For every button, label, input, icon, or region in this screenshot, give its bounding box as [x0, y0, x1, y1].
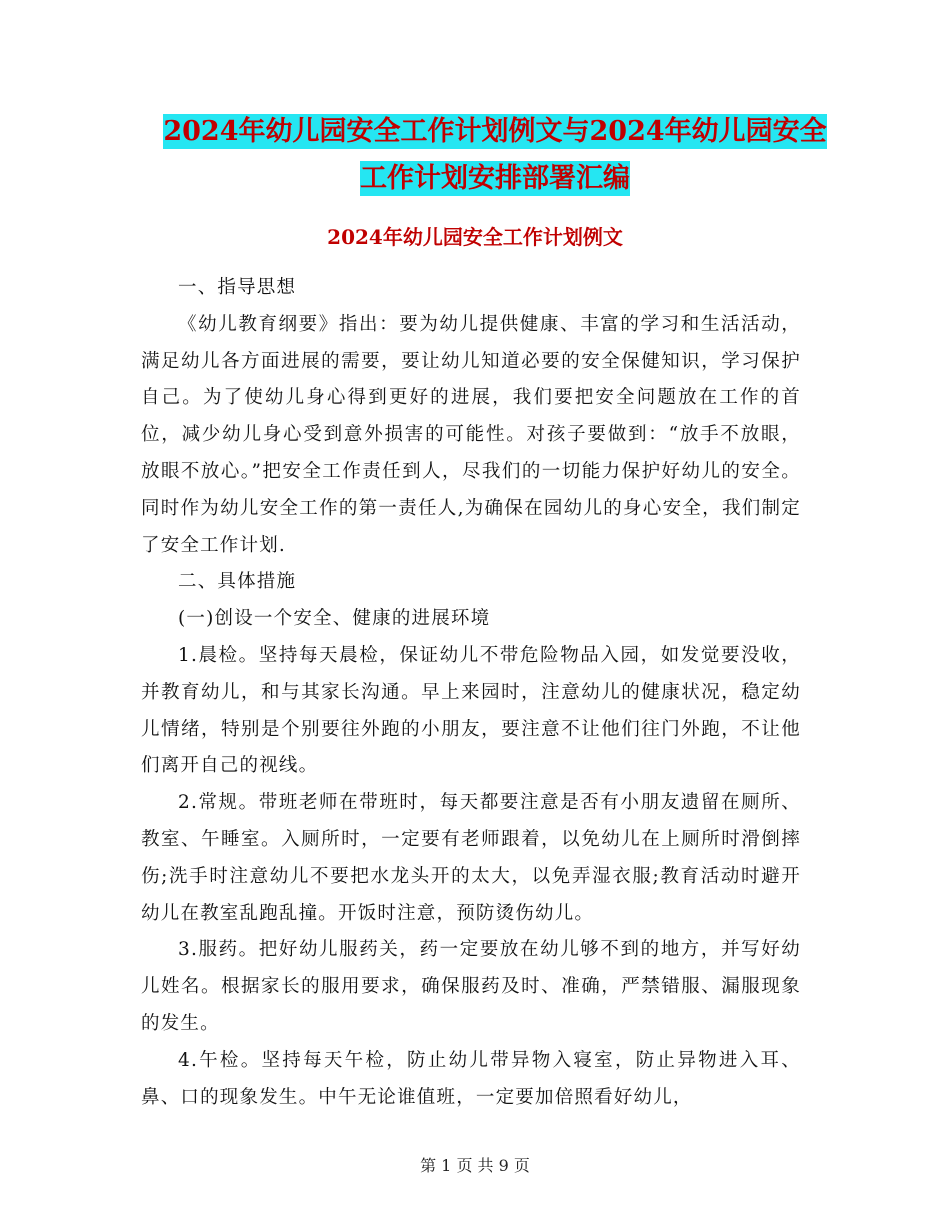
page-footer: 第 1 页 共 9 页 — [420, 1156, 530, 1175]
heading-guiding-ideology: 一、指导思想 — [178, 277, 297, 298]
document-body — [141, 270, 801, 1116]
paragraph-medication: 3.服药。把好幼儿服药关，药一定要放在幼儿够不到的地方，并写好幼儿姓名。根据家长的服用要求，确保服药及时、准确，严禁错服、漏服现象的发生。 — [141, 939, 801, 1034]
section-title: 2024年幼儿园安全工作计划例文 — [327, 225, 623, 249]
subheading-safe-environment: (一)创设一个安全、健康的进展环境 — [178, 608, 491, 630]
paragraph-noon-check: 4.午检。坚持每天午检，防止幼儿带异物入寝室，防止异物进入耳、鼻、口的现象发生。中午无论谁值班，一定要加倍照看好幼儿， — [141, 1049, 801, 1108]
paragraph-routine: 2.常规。带班老师在带班时，每天都要注意是否有小朋友遗留在厕所、教室、午睡室。入厕所时，一定要有老师跟着，以免幼儿在上厕所时滑倒摔伤;洗手时注意幼儿不要把水龙头开的太大，以免弄湿衣服;教育活动时避开幼儿在教室乱跑乱撞。开饭时注意，预防烫伤幼儿。 — [141, 792, 801, 924]
document-title-line-1: 2024年幼儿园安全工作计划例文与2024年幼儿园安全 — [163, 116, 827, 147]
document-title — [100, 108, 890, 202]
paragraph-morning-check: 1.晨检。坚持每天晨检，保证幼儿不带危险物品入园，如发觉要没收，并教育幼儿，和与其家长沟通。早上来园时，注意幼儿的健康状况，稳定幼儿情绪，特别是个别要往外跑的小朋友，要注意不让他们往门外跑，不让他们离开自己的视线。 — [141, 644, 801, 777]
paragraph-guiding-ideology: 《幼儿教育纲要》指出：要为幼儿提供健康、丰富的学习和生活活动，满足幼儿各方面进展的需要，要让幼儿知道必要的安全保健知识，学习保护自己。为了使幼儿身心得到更好的进展，我们要把安全问题放在工作的首位，减少幼儿身心受到意外损害的可能性。对孩子要做到：“放手不放眼，放眼不放心。”把安全工作责任到人，尽我们的一切能力保护好幼儿的安全。同时作为幼儿安全工作的第一责任人,为确保在园幼儿的身心安全，我们制定了安全工作计划. — [141, 313, 801, 556]
document-title-line-2: 工作计划安排部署汇编 — [360, 163, 630, 194]
heading-specific-measures: 二、具体措施 — [178, 571, 297, 593]
